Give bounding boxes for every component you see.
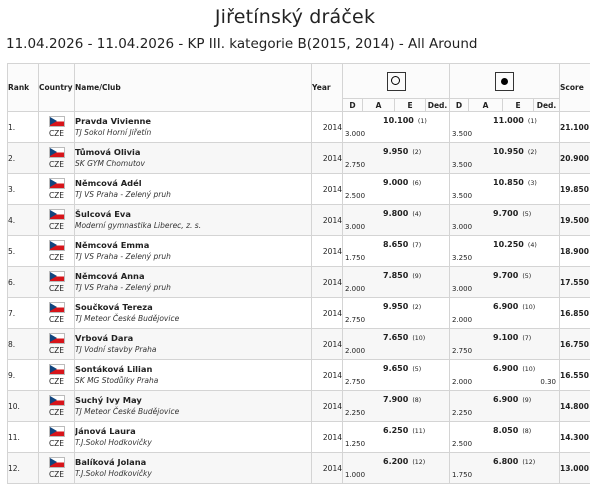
apparatus-2-score-cell (450, 391, 560, 422)
apparatus-1-score-cell (343, 267, 450, 298)
name-club-cell (75, 143, 312, 174)
apparatus-2-score-cell (450, 360, 560, 391)
country-code: CZE (49, 377, 64, 386)
name-club-cell (75, 174, 312, 205)
rank-cell (8, 391, 39, 422)
results-body (8, 112, 590, 484)
club-name: TJ Meteor České Budějovice (75, 313, 311, 324)
athlete-name[interactable]: Němcová Anna (75, 271, 311, 282)
year-value: 2014 (323, 402, 342, 411)
app2-total (493, 395, 531, 404)
app2-d-score: 3.000 (452, 223, 472, 231)
year-value: 2014 (323, 154, 342, 163)
app1-rank: (8) (412, 397, 421, 404)
apparatus-1-score-cell (343, 360, 450, 391)
score-value: 19.850 (560, 185, 589, 194)
score-cell (560, 174, 590, 205)
app1-total (383, 178, 421, 187)
rank-value: 5. (8, 247, 15, 256)
app1-total (383, 116, 427, 125)
app2-rank: (3) (528, 180, 537, 187)
year-value: 2014 (323, 433, 342, 442)
athlete-name[interactable]: Šulcová Eva (75, 209, 311, 220)
apparatus-2-score-cell (450, 422, 560, 453)
club-name: TJ VS Praha - Zelený pruh (75, 189, 311, 200)
athlete-name[interactable]: Suchý Ivy May (75, 395, 311, 406)
year-cell (312, 391, 343, 422)
app2-total (493, 426, 531, 435)
country-code: CZE (49, 439, 64, 448)
rank-value: 9. (8, 371, 15, 380)
app2-total (493, 116, 537, 125)
czech-flag-icon (49, 333, 65, 344)
app1-total (383, 395, 421, 404)
app1-total-value: 9.950 (383, 147, 408, 156)
app2-rank: (9) (522, 397, 531, 404)
country-cell (39, 143, 75, 174)
app1-rank: (11) (412, 428, 425, 435)
country-code: CZE (49, 191, 64, 200)
app2-total-value: 10.250 (493, 240, 524, 249)
club-name: T.J.Sokol Hodkovičky (75, 437, 311, 448)
rank-value: 4. (8, 216, 15, 225)
rank-cell (8, 422, 39, 453)
name-club-cell (75, 298, 312, 329)
czech-flag-icon (49, 147, 65, 158)
apparatus-1-score-cell (343, 453, 450, 484)
country-cell (39, 422, 75, 453)
app1-rank: (5) (412, 366, 421, 373)
app2-d-score: 2.000 (452, 316, 472, 324)
athlete-name[interactable]: Němcová Emma (75, 240, 311, 251)
score-header[interactable]: Score (560, 64, 590, 112)
app1-d-score: 1.250 (345, 440, 365, 448)
czech-flag-icon (49, 116, 65, 127)
app2-rank: (7) (522, 335, 531, 342)
year-value: 2014 (323, 309, 342, 318)
app1-rank: (2) (412, 304, 421, 311)
year-header[interactable]: Year (312, 64, 343, 112)
app1-total (383, 271, 421, 280)
year-cell (312, 329, 343, 360)
country-cell (39, 453, 75, 484)
rank-cell (8, 143, 39, 174)
club-name: SK GYM Chomutov (75, 158, 311, 169)
score-cell (560, 453, 590, 484)
app2-total (493, 240, 537, 249)
table-row[interactable] (8, 205, 590, 236)
rank-cell (8, 205, 39, 236)
table-row[interactable] (8, 236, 590, 267)
apparatus-1-score-cell (343, 112, 450, 143)
score-value: 20.900 (560, 154, 589, 163)
athlete-name[interactable]: Pravda Vivienne (75, 116, 311, 127)
apparatus-2-score-cell (450, 174, 560, 205)
app2-rank: (4) (528, 242, 537, 249)
year-cell (312, 236, 343, 267)
app2-d-score: 2.500 (452, 440, 472, 448)
score-value: 16.850 (560, 309, 589, 318)
app2-rank: (12) (522, 459, 535, 466)
app2-total-value: 10.950 (493, 147, 524, 156)
app1-total-value: 7.850 (383, 271, 408, 280)
apparatus-2-score-cell (450, 453, 560, 484)
score-value: 16.750 (560, 340, 589, 349)
country-code: CZE (49, 284, 64, 293)
app1-rank: (12) (412, 459, 425, 466)
app1-d-score: 3.000 (345, 130, 365, 138)
app2-rank: (10) (522, 366, 535, 373)
score-cell (560, 267, 590, 298)
apparatus-2-score-cell (450, 143, 560, 174)
app2-rank: (5) (522, 273, 531, 280)
app1-total-value: 9.000 (383, 178, 408, 187)
app1-rank: (7) (412, 242, 421, 249)
app2-d-score: 1.750 (452, 471, 472, 479)
year-cell (312, 453, 343, 484)
name-club-cell (75, 236, 312, 267)
app2-d-score: 2.750 (452, 347, 472, 355)
score-value: 16.550 (560, 371, 589, 380)
app1-total-value: 9.800 (383, 209, 408, 218)
club-name: T.J.Sokol Hodkovičky (75, 468, 311, 479)
year-cell (312, 360, 343, 391)
country-code: CZE (49, 470, 64, 479)
app1-d-score: 2.000 (345, 285, 365, 293)
app1-total-value: 6.250 (383, 426, 408, 435)
app2-d-score: 3.000 (452, 285, 472, 293)
athlete-name[interactable]: Vrbová Dara (75, 333, 311, 344)
app2-total-value: 6.800 (493, 457, 518, 466)
apparatus-2-score-cell (450, 329, 560, 360)
year-cell (312, 174, 343, 205)
app1-rank: (10) (412, 335, 425, 342)
apparatus-1-score-cell (343, 422, 450, 453)
app2-total-value: 9.100 (493, 333, 518, 342)
app1-ded-header: Ded. (426, 99, 450, 112)
app2-rank: (1) (528, 118, 537, 125)
apparatus-2-score-cell (450, 298, 560, 329)
year-value: 2014 (323, 278, 342, 287)
rank-value: 6. (8, 278, 15, 287)
app1-total-value: 7.900 (383, 395, 408, 404)
rank-cell (8, 267, 39, 298)
app2-rank: (5) (522, 211, 531, 218)
country-code: CZE (49, 160, 64, 169)
rank-value: 11. (8, 433, 20, 442)
name-club-cell (75, 329, 312, 360)
apparatus-1-header[interactable] (343, 64, 450, 99)
club-name: TJ Sokol Horní Jiřetín (75, 127, 311, 138)
score-value: 21.100 (560, 123, 589, 132)
country-code: CZE (49, 222, 64, 231)
athlete-name[interactable]: Tůmová Olivia (75, 147, 311, 158)
app1-total (383, 426, 425, 435)
name-club-cell (75, 391, 312, 422)
table-row[interactable] (8, 143, 590, 174)
czech-flag-icon (49, 364, 65, 375)
apparatus-2-score-cell (450, 236, 560, 267)
country-code: CZE (49, 346, 64, 355)
app2-total-value: 6.900 (493, 364, 518, 373)
app2-d-header: D (450, 99, 469, 112)
czech-flag-icon (49, 209, 65, 220)
app2-d-score: 2.000 (452, 378, 472, 386)
hoop-icon (387, 72, 406, 91)
apparatus-1-score-cell (343, 298, 450, 329)
rank-header[interactable]: Rank (8, 64, 39, 112)
country-cell (39, 174, 75, 205)
score-cell (560, 205, 590, 236)
app1-d-score: 2.500 (345, 192, 365, 200)
app2-total (493, 209, 531, 218)
app2-deduction: 0.30 (540, 378, 556, 386)
app1-total (383, 333, 425, 342)
app2-a-header: A (469, 99, 503, 112)
app1-rank: (1) (418, 118, 427, 125)
apparatus-2-score-cell (450, 267, 560, 298)
country-cell (39, 329, 75, 360)
app1-total-value: 8.650 (383, 240, 408, 249)
year-value: 2014 (323, 123, 342, 132)
name-club-cell (75, 360, 312, 391)
app2-d-score: 2.250 (452, 409, 472, 417)
rank-cell (8, 174, 39, 205)
app2-total-value: 10.850 (493, 178, 524, 187)
club-name: TJ Vodní stavby Praha (75, 344, 311, 355)
app2-total-value: 9.700 (493, 209, 518, 218)
score-value: 14.800 (560, 402, 589, 411)
rank-cell (8, 360, 39, 391)
app2-d-score: 3.250 (452, 254, 472, 262)
country-header[interactable]: Country (39, 64, 75, 112)
app1-d-score: 2.000 (345, 347, 365, 355)
app1-d-score: 2.750 (345, 378, 365, 386)
rank-cell (8, 298, 39, 329)
czech-flag-icon (49, 302, 65, 313)
czech-flag-icon (49, 178, 65, 189)
czech-flag-icon (49, 426, 65, 437)
country-cell (39, 391, 75, 422)
app1-total-value: 9.950 (383, 302, 408, 311)
country-code: CZE (49, 408, 64, 417)
year-value: 2014 (323, 340, 342, 349)
app2-total-value: 8.050 (493, 426, 518, 435)
year-value: 2014 (323, 247, 342, 256)
country-code: CZE (49, 315, 64, 324)
app1-e-header: E (395, 99, 426, 112)
score-cell (560, 391, 590, 422)
results-table (7, 63, 590, 484)
year-cell (312, 298, 343, 329)
app2-e-header: E (503, 99, 534, 112)
app1-d-score: 3.000 (345, 223, 365, 231)
score-value: 14.300 (560, 433, 589, 442)
page-title: Jiřetínský dráček (0, 5, 590, 29)
club-name: TJ Meteor České Budějovice (75, 406, 311, 417)
app2-rank: (2) (528, 149, 537, 156)
app2-total (493, 457, 535, 466)
app1-d-score: 2.750 (345, 161, 365, 169)
app2-total-value: 6.900 (493, 302, 518, 311)
apparatus-1-score-cell (343, 143, 450, 174)
app1-a-header: A (363, 99, 395, 112)
year-value: 2014 (323, 371, 342, 380)
score-value: 17.550 (560, 278, 589, 287)
apparatus-1-score-cell (343, 205, 450, 236)
app2-d-score: 3.500 (452, 192, 472, 200)
club-name: TJ VS Praha - Zelený pruh (75, 251, 311, 262)
score-cell (560, 422, 590, 453)
rank-value: 10. (8, 402, 20, 411)
score-cell (560, 143, 590, 174)
apparatus-1-score-cell (343, 236, 450, 267)
table-row[interactable] (8, 329, 590, 360)
table-row[interactable] (8, 174, 590, 205)
app2-total-value: 6.900 (493, 395, 518, 404)
athlete-name[interactable]: Sontáková Lilian (75, 364, 311, 375)
country-cell (39, 236, 75, 267)
score-value: 19.500 (560, 216, 589, 225)
year-cell (312, 267, 343, 298)
app1-d-score: 2.750 (345, 316, 365, 324)
app2-rank: (8) (522, 428, 531, 435)
country-cell (39, 360, 75, 391)
table-row[interactable] (8, 453, 590, 484)
app1-total-value: 6.200 (383, 457, 408, 466)
app2-total (493, 364, 535, 373)
app1-rank: (9) (412, 273, 421, 280)
app1-rank: (6) (412, 180, 421, 187)
app1-total (383, 209, 421, 218)
score-cell (560, 298, 590, 329)
table-row[interactable] (8, 360, 590, 391)
app1-d-score: 1.750 (345, 254, 365, 262)
app1-total (383, 240, 421, 249)
apparatus-1-score-cell (343, 391, 450, 422)
year-cell (312, 205, 343, 236)
table-row[interactable] (8, 298, 590, 329)
app2-total (493, 302, 535, 311)
score-cell (560, 112, 590, 143)
apparatus-1-score-cell (343, 329, 450, 360)
year-value: 2014 (323, 464, 342, 473)
czech-flag-icon (49, 395, 65, 406)
year-value: 2014 (323, 216, 342, 225)
app2-total (493, 333, 531, 342)
country-code: CZE (49, 129, 64, 138)
athlete-name[interactable]: Němcová Adél (75, 178, 311, 189)
apparatus-2-score-cell (450, 205, 560, 236)
app1-total (383, 364, 421, 373)
app2-rank: (10) (522, 304, 535, 311)
year-cell (312, 422, 343, 453)
competition-subtitle: 11.04.2026 - 11.04.2026 - KP III. kategorie B(2015, 2014) - All Around (6, 35, 590, 53)
app2-total (493, 178, 537, 187)
app1-total-value: 9.650 (383, 364, 408, 373)
app2-ded-header: Ded. (534, 99, 560, 112)
header-row (8, 64, 590, 99)
rank-value: 1. (8, 123, 15, 132)
rank-value: 7. (8, 309, 15, 318)
name-club-header[interactable]: Name/Club (75, 64, 312, 112)
apparatus-2-header[interactable] (450, 64, 560, 99)
app2-total-value: 11.000 (493, 116, 524, 125)
name-club-cell (75, 453, 312, 484)
country-cell (39, 267, 75, 298)
country-cell (39, 205, 75, 236)
table-row[interactable] (8, 422, 590, 453)
czech-flag-icon (49, 457, 65, 468)
score-cell (560, 360, 590, 391)
year-cell (312, 112, 343, 143)
country-cell (39, 298, 75, 329)
apparatus-2-score-cell (450, 112, 560, 143)
club-name: SK MG Stodůlky Praha (75, 375, 311, 386)
name-club-cell (75, 422, 312, 453)
score-cell (560, 236, 590, 267)
app1-d-score: 2.250 (345, 409, 365, 417)
club-name: TJ VS Praha - Zelený pruh (75, 282, 311, 293)
apparatus-1-score-cell (343, 174, 450, 205)
app2-total-value: 9.700 (493, 271, 518, 280)
athlete-name[interactable]: Jánová Laura (75, 426, 311, 437)
score-cell (560, 329, 590, 360)
name-club-cell (75, 112, 312, 143)
athlete-name[interactable]: Balíková Jolana (75, 457, 311, 468)
rank-value: 2. (8, 154, 15, 163)
rank-cell (8, 236, 39, 267)
table-row[interactable] (8, 112, 590, 143)
year-cell (312, 143, 343, 174)
score-value: 18.900 (560, 247, 589, 256)
app1-total (383, 457, 425, 466)
country-code: CZE (49, 253, 64, 262)
table-row[interactable] (8, 391, 590, 422)
rank-value: 8. (8, 340, 15, 349)
app1-rank: (4) (412, 211, 421, 218)
app1-d-score: 1.000 (345, 471, 365, 479)
app1-total-value: 7.650 (383, 333, 408, 342)
rank-cell (8, 453, 39, 484)
club-name: Moderní gymnastika Liberec, z. s. (75, 220, 311, 231)
rank-cell (8, 112, 39, 143)
app2-total (493, 271, 531, 280)
name-club-cell (75, 205, 312, 236)
rank-value: 3. (8, 185, 15, 194)
app1-rank: (2) (412, 149, 421, 156)
app2-d-score: 3.500 (452, 130, 472, 138)
app2-total (493, 147, 537, 156)
rank-value: 12. (8, 464, 20, 473)
year-value: 2014 (323, 185, 342, 194)
app1-total (383, 302, 421, 311)
ball-icon (495, 72, 514, 91)
czech-flag-icon (49, 271, 65, 282)
app1-total-value: 10.100 (383, 116, 414, 125)
country-cell (39, 112, 75, 143)
table-row[interactable] (8, 267, 590, 298)
app1-d-header: D (343, 99, 363, 112)
athlete-name[interactable]: Součková Tereza (75, 302, 311, 313)
name-club-cell (75, 267, 312, 298)
app1-total (383, 147, 421, 156)
czech-flag-icon (49, 240, 65, 251)
rank-cell (8, 329, 39, 360)
app2-d-score: 3.500 (452, 161, 472, 169)
score-value: 13.000 (560, 464, 589, 473)
